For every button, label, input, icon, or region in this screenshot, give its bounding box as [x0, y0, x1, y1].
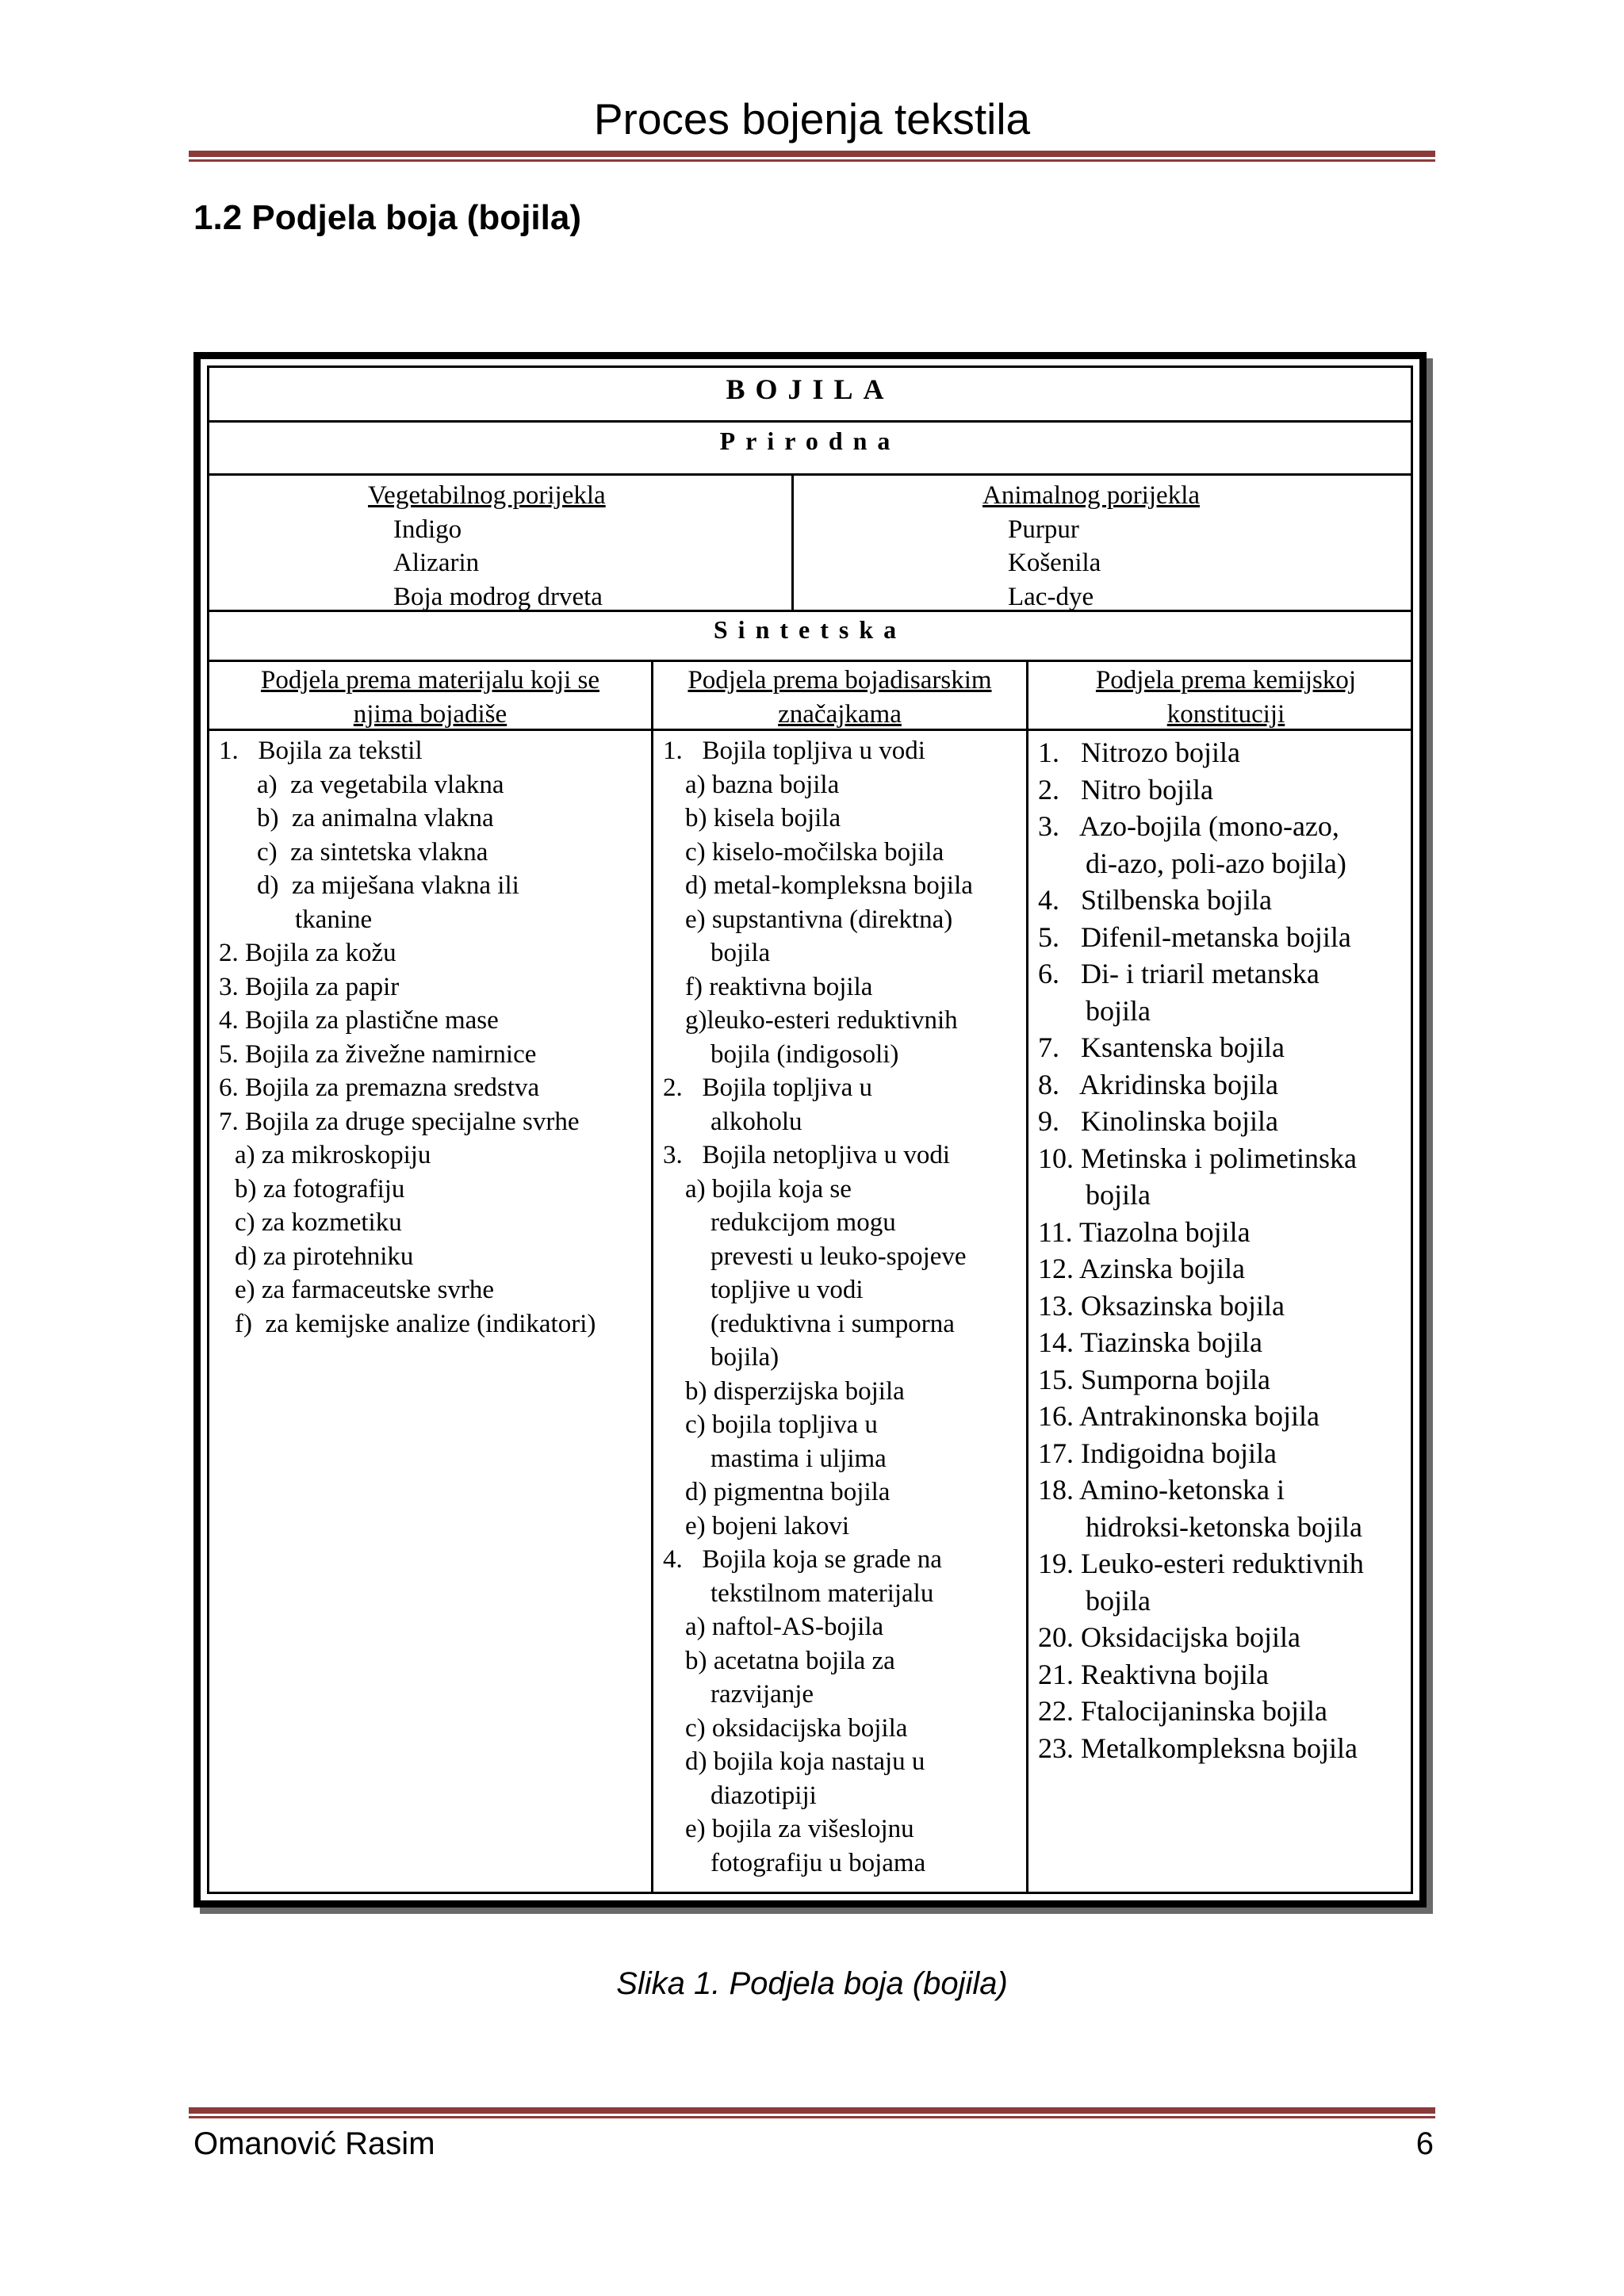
table-inner [207, 365, 1413, 1894]
col-divider [1026, 660, 1028, 1892]
col1-heading-line: njima bojadiše [353, 699, 508, 729]
list-item: b) disperzijska bojila [685, 1376, 905, 1406]
list-item: c) kiselo-močilska bojila [685, 837, 944, 867]
list-item: 10. Metinska i polimetinska [1038, 1142, 1357, 1174]
list-item: diazotipiji [710, 1781, 817, 1810]
list-item: 3. Bojila za papir [219, 972, 400, 1001]
col2-list [663, 734, 1024, 1880]
list-item: 5. Difenil-metanska bojila [1038, 920, 1351, 953]
vegetable-item: Indigo [393, 515, 462, 544]
vegetable-item: Alizarin [393, 549, 480, 577]
main-title: BOJILA [726, 373, 894, 405]
list-item: g)leuko-esteri reduktivnih [685, 1006, 958, 1035]
list-item: prevesti u leuko-spojeve [710, 1242, 967, 1271]
animal-item: Purpur [1008, 515, 1079, 544]
list-item: e) bojila za višeslojnu [685, 1815, 914, 1843]
list-item: tkanine [295, 905, 373, 934]
list-item: a) za vegetabila vlakna [257, 770, 504, 799]
list-item: bojila (indigosoli) [710, 1039, 899, 1069]
col2-heading [653, 664, 1026, 731]
list-item: 5. Bojila za živežne namirnice [219, 1039, 537, 1069]
list-item: 17. Indigoidna bojila [1038, 1437, 1277, 1469]
list-item: 13. Oksazinska bojila [1038, 1289, 1285, 1322]
list-item: 21. Reaktivna bojila [1038, 1658, 1269, 1690]
list-item: a) naftol-AS-bojila [685, 1613, 884, 1641]
list-item: bojila [710, 939, 771, 967]
list-item: d) pigmentna bojila [685, 1478, 891, 1506]
list-item: 2. Bojila za kožu [219, 939, 396, 967]
list-item: 11. Tiazolna bojila [1038, 1215, 1251, 1248]
list-item: 2. Bojila topljiva u [663, 1073, 872, 1102]
list-item: bojila [1086, 994, 1151, 1027]
list-item: 4. Bojila za plastične mase [219, 1006, 499, 1035]
list-item: b) acetatna bojila za [685, 1646, 895, 1675]
list-item: d) za miješana vlakna ili [257, 871, 519, 900]
list-item: 14. Tiazinska bojila [1038, 1326, 1263, 1358]
list-item: a) za mikroskopiju [235, 1141, 431, 1169]
list-item: topljive u vodi [710, 1276, 864, 1304]
list-item: redukcijom mogu [710, 1208, 896, 1237]
list-item: bojila [1086, 1584, 1151, 1617]
header-rule [189, 151, 1435, 162]
list-item: b) za fotografiju [235, 1174, 405, 1203]
list-item: c) bojila topljiva u [685, 1410, 878, 1439]
synthetic-title: Sintetska [713, 615, 907, 644]
natural-title: Prirodna [719, 427, 901, 455]
animal-cell [982, 479, 1200, 614]
list-item: b) kisela bojila [685, 804, 841, 832]
animal-item: Lac-dye [1008, 582, 1094, 611]
list-item: 19. Leuko-esteri reduktivnih [1038, 1548, 1364, 1579]
list-item: 7. Ksantenska bojila [1038, 1031, 1285, 1063]
list-item: 2. Nitro bojila [1038, 773, 1213, 806]
section-title: 1.2 Podjela boja (bojila) [193, 198, 581, 237]
col3-list [1038, 734, 1422, 1766]
list-item: f) reaktivna bojila [685, 972, 873, 1001]
list-item: 1. Bojila topljiva u vodi [663, 737, 925, 765]
list-item: 15. Sumporna bojila [1038, 1363, 1270, 1395]
list-item: mastima i uljima [710, 1444, 887, 1473]
list-item: 3. Bojila netopljiva u vodi [663, 1141, 951, 1169]
footer-rule [189, 2107, 1435, 2118]
col3-heading [1028, 664, 1423, 731]
animal-item: Košenila [1008, 549, 1101, 577]
row-divider [209, 420, 1411, 423]
col1-heading [209, 664, 651, 731]
row-divider [209, 660, 1411, 662]
list-item: 22. Ftalocijaninska bojila [1038, 1695, 1327, 1727]
list-item: d) metal-kompleksna bojila [685, 871, 973, 900]
row-divider [209, 473, 1411, 476]
page-number: 6 [1415, 2126, 1434, 2161]
col2-heading-line: Podjela prema bojadisarskim [688, 666, 992, 695]
col2-heading-line: značajkama [778, 699, 902, 729]
list-item: di-azo, poli-azo bojila) [1086, 847, 1346, 879]
list-item: e) za farmaceutske svrhe [235, 1276, 495, 1304]
list-item: e) supstantivna (direktna) [685, 905, 953, 934]
list-item: c) oksidacijska bojila [685, 1713, 908, 1743]
vegetable-heading: Vegetabilnog porijekla [368, 481, 606, 510]
list-item: a) bazna bojila [685, 770, 840, 799]
list-item: c) za sintetska vlakna [257, 837, 488, 867]
list-item: f) za kemijske analize (indikatori) [235, 1309, 596, 1338]
vegetable-item: Boja modrog drveta [393, 582, 603, 611]
page-header-title: Proces bojenja tekstila [593, 94, 1031, 144]
list-item: 18. Amino-ketonska i [1038, 1474, 1285, 1506]
list-item: 23. Metalkompleksna bojila [1038, 1732, 1358, 1764]
list-item: 20. Oksidacijska bojila [1038, 1621, 1300, 1653]
list-item: 3. Azo-bojila (mono-azo, [1038, 810, 1339, 842]
list-item: 7. Bojila za druge specijalne svrhe [219, 1107, 580, 1136]
list-item: e) bojeni lakovi [685, 1511, 850, 1540]
list-item: bojila) [710, 1343, 779, 1372]
vegetable-cell [368, 479, 606, 614]
figure-table [193, 352, 1427, 1908]
col-divider [791, 473, 794, 610]
col1-heading-line: Podjela prema materijalu koji se [260, 666, 600, 695]
list-item: c) za kozmetiku [235, 1208, 402, 1237]
list-item: d) za pirotehniku [235, 1242, 414, 1271]
list-item: 6. Bojila za premazna sredstva [219, 1073, 540, 1102]
list-item: 12. Azinska bojila [1038, 1253, 1245, 1284]
list-item: (reduktivna i sumporna [710, 1309, 955, 1338]
list-item: alkoholu [710, 1107, 802, 1136]
list-item: 9. Kinolinska bojila [1038, 1105, 1278, 1137]
col3-heading-line: Podjela prema kemijskoj [1095, 666, 1357, 695]
list-item: 1. Nitrozo bojila [1038, 737, 1240, 768]
figure-caption: Slika 1. Podjela boja (bojila) [616, 1966, 1008, 2001]
list-item: a) bojila koja se [685, 1174, 852, 1203]
list-item: razvijanje [710, 1680, 814, 1709]
list-item: tekstilnom materijalu [710, 1578, 934, 1608]
list-item: 4. Bojila koja se grade na [663, 1545, 942, 1574]
list-item: b) za animalna vlakna [257, 804, 494, 832]
list-item: 1. Bojila za tekstil [219, 737, 423, 765]
list-item: d) bojila koja nastaju u [685, 1747, 925, 1776]
list-item: 6. Di- i triaril metanska [1038, 958, 1320, 989]
list-item: fotografiju u bojama [710, 1848, 926, 1877]
list-item: hidroksi-ketonska bojila [1086, 1510, 1362, 1543]
list-item: 4. Stilbenska bojila [1038, 884, 1272, 916]
col1-list [219, 734, 647, 1341]
col-divider [651, 660, 653, 1892]
footer-author: Omanović Rasim [193, 2126, 435, 2161]
list-item: bojila [1086, 1179, 1151, 1211]
list-item: 8. Akridinska bojila [1038, 1068, 1278, 1100]
animal-heading: Animalnog porijekla [982, 481, 1201, 510]
list-item: 16. Antrakinonska bojila [1038, 1400, 1320, 1432]
col3-heading-line: konstituciji [1166, 699, 1285, 729]
